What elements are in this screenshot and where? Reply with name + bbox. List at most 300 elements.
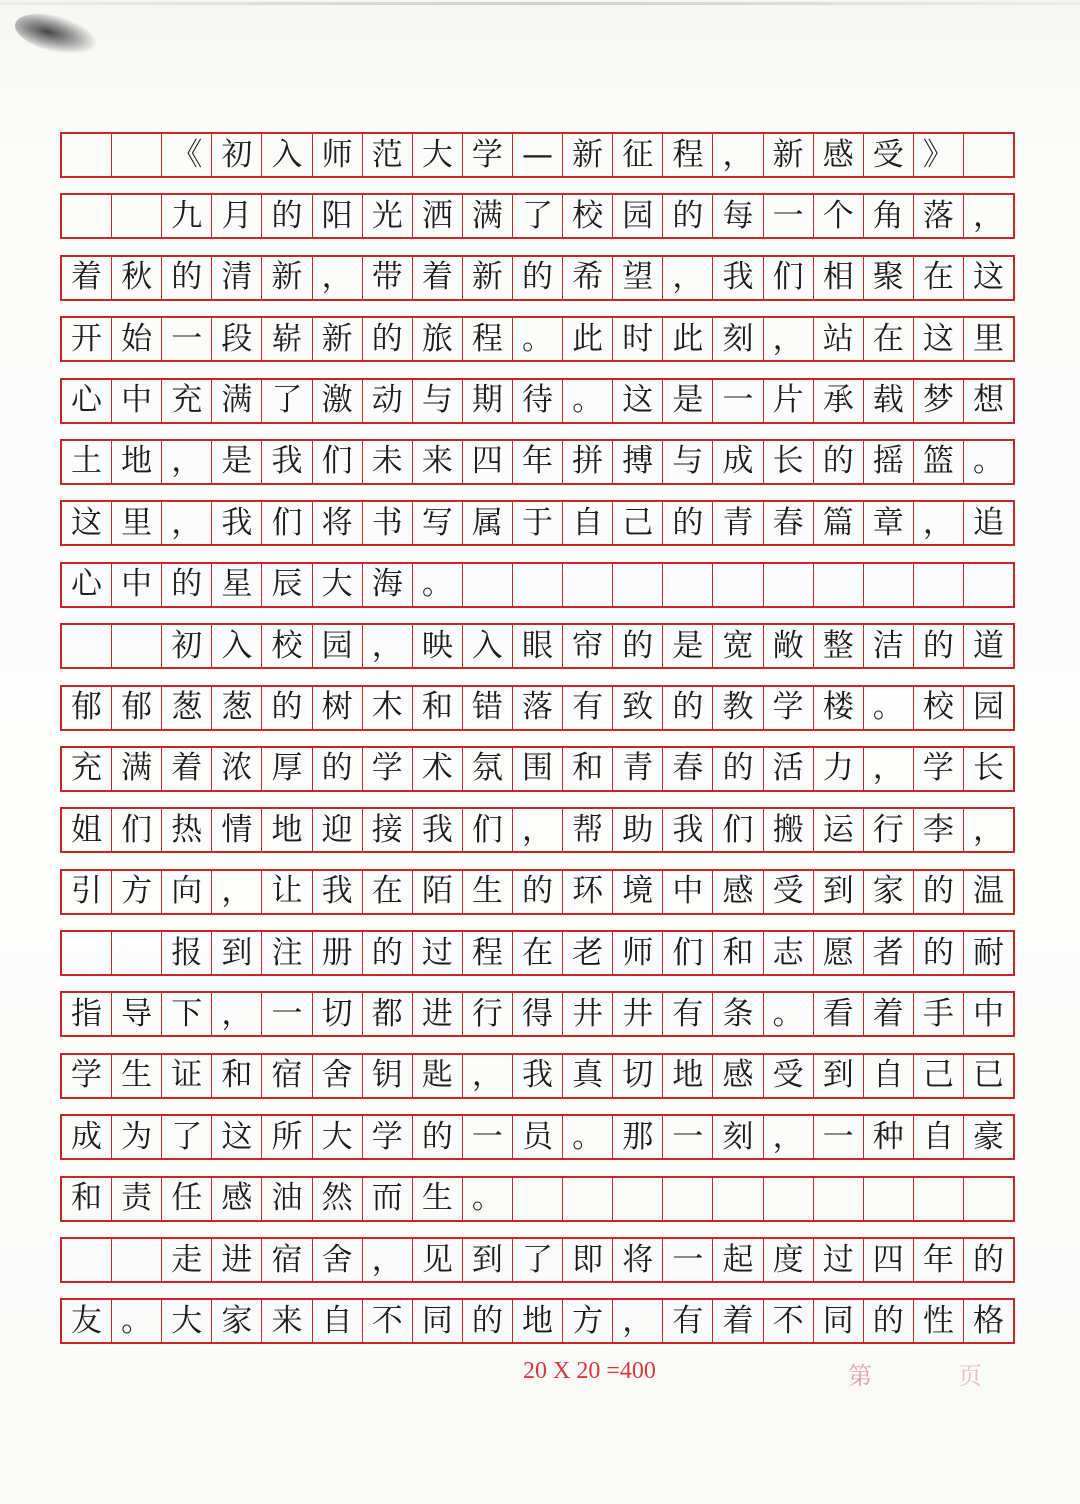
grid-cell: 希: [563, 257, 613, 299]
grid-cell: 是: [663, 380, 713, 422]
grid-row: [60, 1176, 1015, 1222]
grid-cell: 的: [363, 932, 413, 974]
grid-cell: 中: [663, 871, 713, 913]
grid-row: [60, 562, 1015, 608]
grid-cell: ，: [313, 257, 363, 299]
grid-row: [60, 991, 1015, 1037]
grid-cell: 不: [764, 1300, 814, 1342]
grid-cell: 。: [563, 380, 613, 422]
grid-cell: 在: [914, 257, 964, 299]
grid-cell: 下: [162, 993, 212, 1035]
grid-cell: 。: [864, 687, 914, 729]
grid-cell: 种: [864, 1116, 914, 1158]
grid-cell: 写: [413, 502, 463, 544]
grid-cell: 感: [713, 871, 763, 913]
grid-cell: 油: [262, 1178, 312, 1220]
grid-cell: 属: [463, 502, 513, 544]
grid-cell: 一: [713, 380, 763, 422]
grid-cell: 旅: [413, 318, 463, 360]
grid-cell: 我: [262, 441, 312, 483]
grid-cell: 引: [62, 871, 112, 913]
grid-cell: 的: [914, 871, 964, 913]
grid-cell: 为: [112, 1116, 162, 1158]
grid-cell: [563, 564, 613, 606]
grid-cell: 园: [613, 195, 663, 237]
grid-cell: 过: [814, 1239, 864, 1281]
grid-cell: 姐: [62, 809, 112, 851]
grid-cell: 和: [563, 748, 613, 790]
grid-cell: 中: [112, 564, 162, 606]
grid-cell: 受: [864, 134, 914, 176]
grid-cell: 的: [463, 1300, 513, 1342]
grid-cell: [62, 932, 112, 974]
grid-cell: [964, 564, 1013, 606]
grid-cell: 着: [413, 257, 463, 299]
grid-cell: 所: [262, 1116, 312, 1158]
grid-cell: 生: [413, 1178, 463, 1220]
grid-cell: 走: [162, 1239, 212, 1281]
grid-cell: 的: [162, 564, 212, 606]
grid-cell: ，: [764, 318, 814, 360]
grid-cell: 责: [112, 1178, 162, 1220]
grid-cell: 眼: [513, 625, 563, 667]
grid-cell: 中: [973, 995, 1005, 1032]
grid-cell: 大: [162, 1300, 212, 1342]
grid-cell: 学: [363, 748, 413, 790]
grid-cell: 到: [814, 1055, 864, 1097]
grid-cell: 片: [764, 380, 814, 422]
grid-cell: 九: [162, 195, 212, 237]
grid-cell: 楼: [814, 687, 864, 729]
grid-cell: 李: [914, 809, 964, 851]
grid-cell: 们: [463, 809, 513, 851]
grid-cell: 成: [62, 1116, 112, 1158]
grid-cell: 井: [613, 993, 663, 1035]
grid-cell: 章: [864, 502, 914, 544]
grid-cell: ，: [973, 197, 1005, 234]
grid-cell: 和: [713, 932, 763, 974]
grid-cell: 的: [413, 1116, 463, 1158]
grid-cell: 园: [313, 625, 363, 667]
grid-cell: 错: [463, 687, 513, 729]
grid-cell: 的: [613, 625, 663, 667]
grid-cell: 长: [764, 441, 814, 483]
grid-cell: [814, 564, 864, 606]
grid-row: [60, 439, 1015, 485]
grid-cell: 看: [814, 993, 864, 1035]
grid-cell: 中: [112, 380, 162, 422]
grid-cell: 初: [162, 625, 212, 667]
grid-cell: 己: [914, 1055, 964, 1097]
grid-cell: 方: [563, 1300, 613, 1342]
grid-cell: 满: [112, 748, 162, 790]
grid-cell: [563, 1178, 613, 1220]
grid-cell: 刻: [713, 1116, 763, 1158]
grid-cell: 敞: [764, 625, 814, 667]
grid-cell: ，: [162, 502, 212, 544]
grid-cell: 耐: [973, 934, 1005, 971]
page-top-edge: [0, 2, 1080, 5]
grid-cell: 了: [513, 195, 563, 237]
grid-cell: 志: [764, 932, 814, 974]
grid-cell: 感: [814, 134, 864, 176]
grid-cell: 落: [914, 195, 964, 237]
grid-row: [60, 930, 1015, 976]
grid-cell: 师: [613, 932, 663, 974]
grid-cell: 一: [663, 1239, 713, 1281]
grid-cell: 》: [914, 134, 964, 176]
grid-cell: 清: [212, 257, 262, 299]
grid-cell: 在: [864, 318, 914, 360]
grid-cell: 四: [864, 1239, 914, 1281]
grid-cell: 我: [413, 809, 463, 851]
grid-cell: 载: [864, 380, 914, 422]
grid-row: [60, 132, 1015, 178]
grid-cell: ，: [363, 1239, 413, 1281]
grid-cell: 。: [563, 1116, 613, 1158]
grid-cell: 井: [563, 993, 613, 1035]
grid-cell: 得: [513, 993, 563, 1035]
grid-cell: 葱: [212, 687, 262, 729]
grid-row: [60, 1053, 1015, 1099]
grid-cell: 新: [563, 134, 613, 176]
grid-cell: 木: [363, 687, 413, 729]
grid-cell: 摇: [864, 441, 914, 483]
grid-cell: 学: [764, 687, 814, 729]
grid-row: [60, 869, 1015, 915]
grid-cell: 匙: [413, 1055, 463, 1097]
grid-cell: 我: [313, 871, 363, 913]
grid-cell: 入: [212, 625, 262, 667]
grid-cell: 们: [764, 257, 814, 299]
grid-cell: 年: [914, 1239, 964, 1281]
grid-cell: 校: [262, 625, 312, 667]
grid-cell: ，: [162, 441, 212, 483]
grid-cell: 的: [663, 502, 713, 544]
grid-cell: 承: [814, 380, 864, 422]
grid-cell: 。: [463, 1178, 513, 1220]
grid-cell: 地: [112, 441, 162, 483]
grid-cell: 大: [413, 134, 463, 176]
grid-cell: 然: [313, 1178, 363, 1220]
grid-cell: 注: [262, 932, 312, 974]
grid-cell: 篮: [914, 441, 964, 483]
grid-cell: 到: [463, 1239, 513, 1281]
grid-cell: 新: [463, 257, 513, 299]
grid-row: [60, 1237, 1015, 1283]
grid-cell: 围: [513, 748, 563, 790]
grid-cell: 的: [713, 748, 763, 790]
grid-cell: 任: [162, 1178, 212, 1220]
grid-cell: 同: [814, 1300, 864, 1342]
grid-cell: 校: [914, 687, 964, 729]
page-label-first: 第: [848, 1362, 872, 1390]
grid-cell: 真: [563, 1055, 613, 1097]
grid-cell: 陌: [413, 871, 463, 913]
grid-cell: ，: [713, 134, 763, 176]
grid-row: [60, 746, 1015, 792]
grid-cell: 的: [973, 1241, 1005, 1278]
grid-cell: 青: [613, 748, 663, 790]
grid-cell: [112, 625, 162, 667]
grid-cell: [764, 1178, 814, 1220]
grid-cell: 员: [513, 1116, 563, 1158]
grid-cell: 拼: [563, 441, 613, 483]
grid-cell: 聚: [864, 257, 914, 299]
grid-cell: 在: [513, 932, 563, 974]
grid-cell: 这: [973, 259, 1005, 296]
grid-cell: [613, 564, 663, 606]
grid-cell: 入: [262, 134, 312, 176]
grid-cell: 时: [613, 318, 663, 360]
grid-cell: 这: [212, 1116, 262, 1158]
grid-cell: 即: [563, 1239, 613, 1281]
grid-cell: 地: [513, 1300, 563, 1342]
grid-cell: 郁: [112, 687, 162, 729]
grid-cell: 向: [162, 871, 212, 913]
grid-cell: [62, 1239, 112, 1281]
grid-cell: 进: [212, 1239, 262, 1281]
grid-cell: 相: [814, 257, 864, 299]
grid-row: [60, 685, 1015, 731]
grid-cell: 的: [663, 195, 713, 237]
grid-cell: 将: [613, 1239, 663, 1281]
grid-cell: 的: [914, 625, 964, 667]
grid-cell: 郁: [62, 687, 112, 729]
grid-cell: 的: [363, 318, 413, 360]
grid-cell: 和: [413, 687, 463, 729]
grid-cell: [663, 1178, 713, 1220]
grid-cell: 的: [864, 1300, 914, 1342]
grid-row: [60, 623, 1015, 669]
grid-cell: 一: [764, 195, 814, 237]
grid-cell: 望: [613, 257, 663, 299]
grid-cell: 动: [363, 380, 413, 422]
grid-cell: ，: [864, 748, 914, 790]
grid-cell: 一: [814, 1116, 864, 1158]
grid-cell: 成: [713, 441, 763, 483]
grid-cell: [964, 1178, 1013, 1220]
grid-cell: 有: [663, 1300, 713, 1342]
grid-row: [60, 316, 1015, 362]
grid-cell: 一: [262, 993, 312, 1035]
grid-cell: [914, 564, 964, 606]
grid-cell: 激: [313, 380, 363, 422]
grid-cell: 征: [613, 134, 663, 176]
grid-cell: 新: [764, 134, 814, 176]
ink-smudge: [11, 6, 101, 61]
grid-cell: 想: [973, 382, 1005, 419]
grid-cell: [112, 1239, 162, 1281]
grid-cell: 来: [262, 1300, 312, 1342]
grid-cell: 迎: [313, 809, 363, 851]
grid-cell: 舍: [313, 1055, 363, 1097]
grid-cell: 星: [212, 564, 262, 606]
grid-cell: 映: [413, 625, 463, 667]
grid-cell: [62, 195, 112, 237]
grid-cell: 者: [864, 932, 914, 974]
grid-cell: 钥: [363, 1055, 413, 1097]
grid-cell: 土: [62, 441, 112, 483]
grid-cell: [713, 1178, 763, 1220]
grid-cell: 追: [973, 504, 1005, 541]
grid-cell: 有: [663, 993, 713, 1035]
grid-cell: 指: [62, 993, 112, 1035]
grid-row: [60, 807, 1015, 853]
grid-cell: 一: [463, 1116, 513, 1158]
grid-cell: 洒: [413, 195, 463, 237]
grid-cell: 氛: [463, 748, 513, 790]
grid-cell: 自: [864, 1055, 914, 1097]
grid-cell: 境: [613, 871, 663, 913]
grid-cell: 己: [613, 502, 663, 544]
grid-cell: 师: [313, 134, 363, 176]
grid-cell: 进: [413, 993, 463, 1035]
grid-cell: 是: [212, 441, 262, 483]
grid-cell: 导: [112, 993, 162, 1035]
grid-cell: 着: [713, 1300, 763, 1342]
grid-cell: ，: [463, 1055, 513, 1097]
grid-cell: 让: [262, 871, 312, 913]
grid-cell: 到: [814, 871, 864, 913]
grid-cell: 初: [212, 134, 262, 176]
grid-cell: 开: [62, 318, 112, 360]
grid-cell: 新: [313, 318, 363, 360]
grid-cell: 方: [112, 871, 162, 913]
grid-row: [60, 500, 1015, 546]
grid-cell: 一: [162, 318, 212, 360]
grid-cell: 性: [914, 1300, 964, 1342]
grid-cell: 着: [62, 257, 112, 299]
grid-cell: 程: [463, 318, 513, 360]
grid-cell: [864, 564, 914, 606]
grid-cell: 学: [363, 1116, 413, 1158]
grid-cell: 洁: [864, 625, 914, 667]
grid-cell: 起: [713, 1239, 763, 1281]
grid-cell: 册: [313, 932, 363, 974]
grid-cell: 受: [764, 1055, 814, 1097]
grid-cell: 切: [613, 1055, 663, 1097]
grid-cell: 们: [262, 502, 312, 544]
grid-cell: 的: [814, 441, 864, 483]
grid-cell: 地: [663, 1055, 713, 1097]
grid-cell: 和: [212, 1055, 262, 1097]
grid-cell: [513, 1178, 563, 1220]
grid-cell: 此: [563, 318, 613, 360]
grid-cell: 了: [262, 380, 312, 422]
grid-cell: 行: [463, 993, 513, 1035]
grid-cell: 宿: [262, 1055, 312, 1097]
grid-cell: 阳: [313, 195, 363, 237]
grid-cell: 与: [413, 380, 463, 422]
grid-cell: 们: [713, 809, 763, 851]
grid-cell: 四: [463, 441, 513, 483]
grid-cell: 和: [62, 1178, 112, 1220]
grid-cell: 自: [914, 1116, 964, 1158]
grid-cell: 热: [162, 809, 212, 851]
grid-cell: [663, 564, 713, 606]
grid-cell: 月: [212, 195, 262, 237]
grid-cell: 感: [713, 1055, 763, 1097]
grid-cell: 满: [212, 380, 262, 422]
grid-cell: [62, 625, 112, 667]
grid-cell: 校: [563, 195, 613, 237]
grid-cell: 温: [973, 873, 1005, 910]
grid-cell: 学: [463, 134, 513, 176]
grid-cell: 教: [713, 687, 763, 729]
grid-cell: 厚: [262, 748, 312, 790]
grid-cell: ，: [212, 993, 262, 1035]
grid-cell: [864, 1178, 914, 1220]
grid-cell: 着: [162, 748, 212, 790]
grid-cell: 老: [563, 932, 613, 974]
grid-cell: 助: [613, 809, 663, 851]
grid-cell: 这: [613, 380, 663, 422]
grid-row: [60, 1114, 1015, 1160]
grid-cell: 新: [262, 257, 312, 299]
grid-row: [60, 255, 1015, 301]
grid-cell: 每: [713, 195, 763, 237]
grid-cell: 满: [463, 195, 513, 237]
grid-cell: 梦: [914, 380, 964, 422]
grid-cell: 刻: [713, 318, 763, 360]
grid-cell: 的: [663, 687, 713, 729]
manuscript-grid: [60, 132, 1015, 1360]
grid-cell: 术: [413, 748, 463, 790]
grid-cell: 的: [162, 257, 212, 299]
grid-cell: 长: [973, 750, 1005, 787]
grid-cell: ，: [513, 809, 563, 851]
grid-cell: 。: [764, 993, 814, 1035]
grid-cell: 崭: [262, 318, 312, 360]
grid-cell: 学: [62, 1055, 112, 1097]
grid-cell: 地: [262, 809, 312, 851]
grid-cell: 宿: [262, 1239, 312, 1281]
grid-cell: 的: [262, 195, 312, 237]
grid-cell: 始: [112, 318, 162, 360]
grid-cell: 证: [162, 1055, 212, 1097]
grid-cell: 大: [313, 564, 363, 606]
grid-cell: [713, 564, 763, 606]
grid-cell: 见: [413, 1239, 463, 1281]
grid-cell: 在: [363, 871, 413, 913]
grid-cell: [112, 932, 162, 974]
grid-row: [60, 1298, 1015, 1344]
grid-cell: 们: [313, 441, 363, 483]
grid-cell: [463, 564, 513, 606]
grid-cell: 于: [513, 502, 563, 544]
grid-cell: 的: [513, 871, 563, 913]
grid-cell: 园: [973, 689, 1005, 726]
grid-cell: 落: [513, 687, 563, 729]
grid-cell: 我: [212, 502, 262, 544]
grid-cell: ，: [212, 871, 262, 913]
grid-cell: 条: [713, 993, 763, 1035]
grid-cell: 手: [914, 993, 964, 1035]
grid-cell: 期: [463, 380, 513, 422]
grid-cell: ，: [613, 1300, 663, 1342]
grid-cell: 搬: [764, 809, 814, 851]
grid-cell: 入: [463, 625, 513, 667]
grid-cell: 报: [162, 932, 212, 974]
grid-cell: 未: [363, 441, 413, 483]
grid-cell: 我: [513, 1055, 563, 1097]
grid-cell: 秋: [112, 257, 162, 299]
grid-cell: [112, 134, 162, 176]
grid-cell: 。: [973, 443, 1005, 480]
grid-cell: 这: [914, 318, 964, 360]
grid-cell: 充: [62, 748, 112, 790]
